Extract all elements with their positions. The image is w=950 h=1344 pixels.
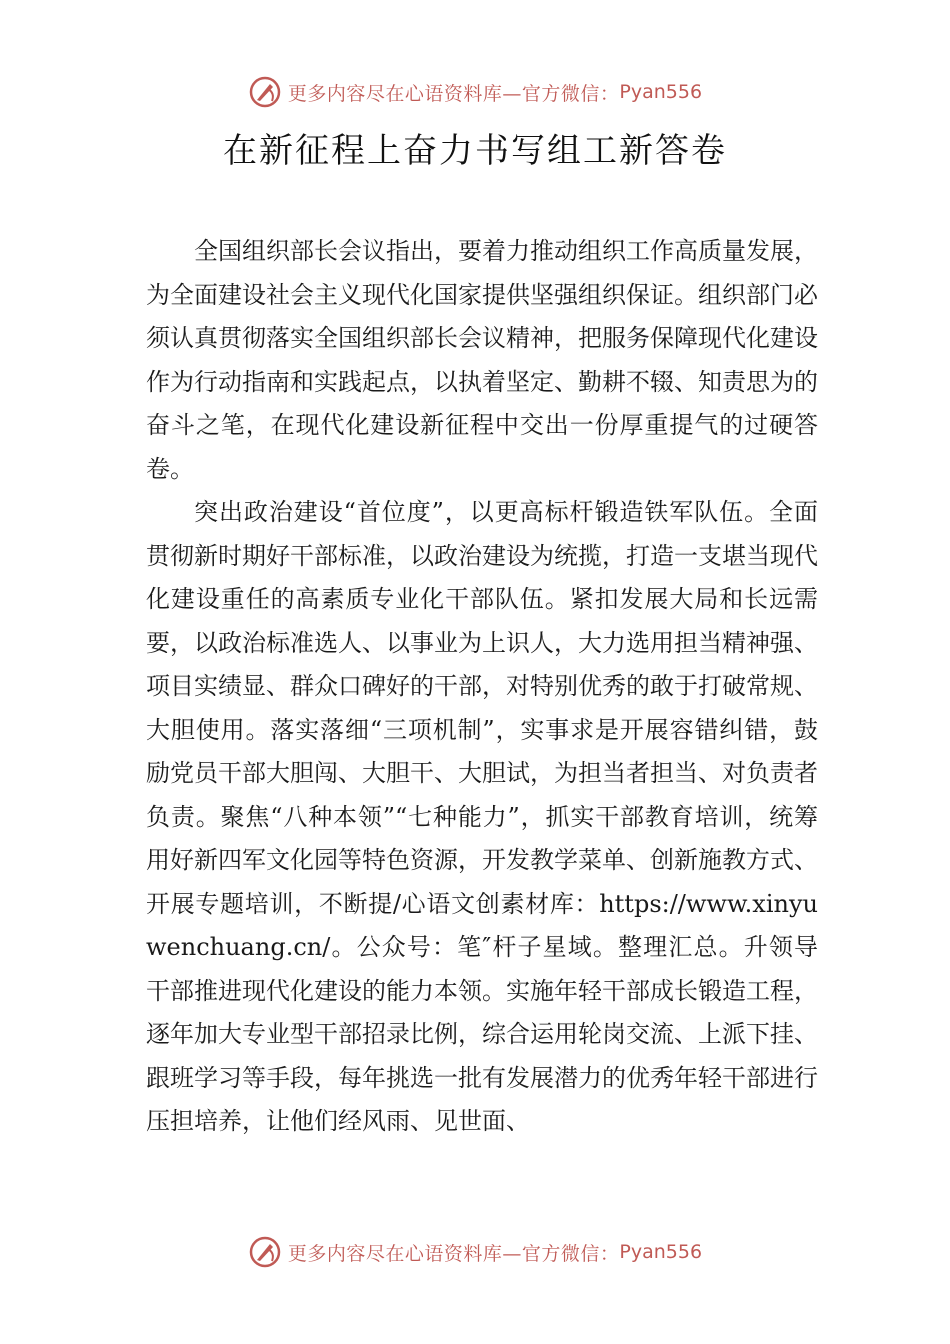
header-watermark-banner	[0, 72, 950, 112]
paragraph: 全国组织部长会议指出，要着力推动组织工作高质量发展，为全面建设社会主义现代化国家提供坚强组织保证。组织部门必须认真贯彻落实全国组织部长会议精神，把服务保障现代化建设作为行动指南和实践起点，以执着坚定、勤耕不辍、知责思为的奋斗之笔，在现代化建设新征程中交出一份厚重提气的过硬答卷。	[146, 237, 818, 483]
quill-logo-icon	[248, 75, 282, 109]
document-title: 在新征程上奋力书写组工新答卷	[223, 131, 727, 171]
promo-text: 更多内容尽在心语资料库—官方微信：	[287, 82, 620, 105]
paragraph: 突出政治建设“首位度”，以更高标杆锻造铁军队伍。全面贯彻新时期好干部标准，以政治建设为统揽，打造一支堪当现代化建设重任的高素质专业化干部队伍。紧扣发展大局和长远需要，以政治标准选人、以事业为上识人，大力选用担当精神强、项目实绩显、群众口碑好的干部，对特别优秀的敢于打破常规、大胆使用。落实落细“三项机制”，实事求是开展容错纠错，鼓励党员干部大胆闯、大胆干、大胆试，为担当者担当、对负责者负责。聚焦“八种本领”“七种能力”，抓实干部教育培训，统筹用好新四军文化园等特色资源，开发教学菜单、创新施教方式、开展专题培训，不断提/心语文创素材库：https://www.xinyuwenchuang.cn/。公众号：笔″杆子星域。整理汇总。升领导干部推进现代化建设的能力本领。实施年轻干部成长锻造工程，逐年加大专业型干部招录比例，综合运用轮岗交流、上派下挂、跟班学习等手段，每年挑选一批有发展潜力的优秀年轻干部进行压担培养，让他们经风雨、见世面、	[146, 498, 818, 1135]
quill-logo-icon	[248, 1235, 282, 1269]
document-body	[146, 230, 818, 1144]
footer-watermark-banner	[0, 1232, 950, 1272]
wechat-id: Pyan556	[619, 1241, 703, 1263]
promo-text: 更多内容尽在心语资料库—官方微信：	[287, 1242, 620, 1265]
wechat-id: Pyan556	[619, 81, 703, 103]
